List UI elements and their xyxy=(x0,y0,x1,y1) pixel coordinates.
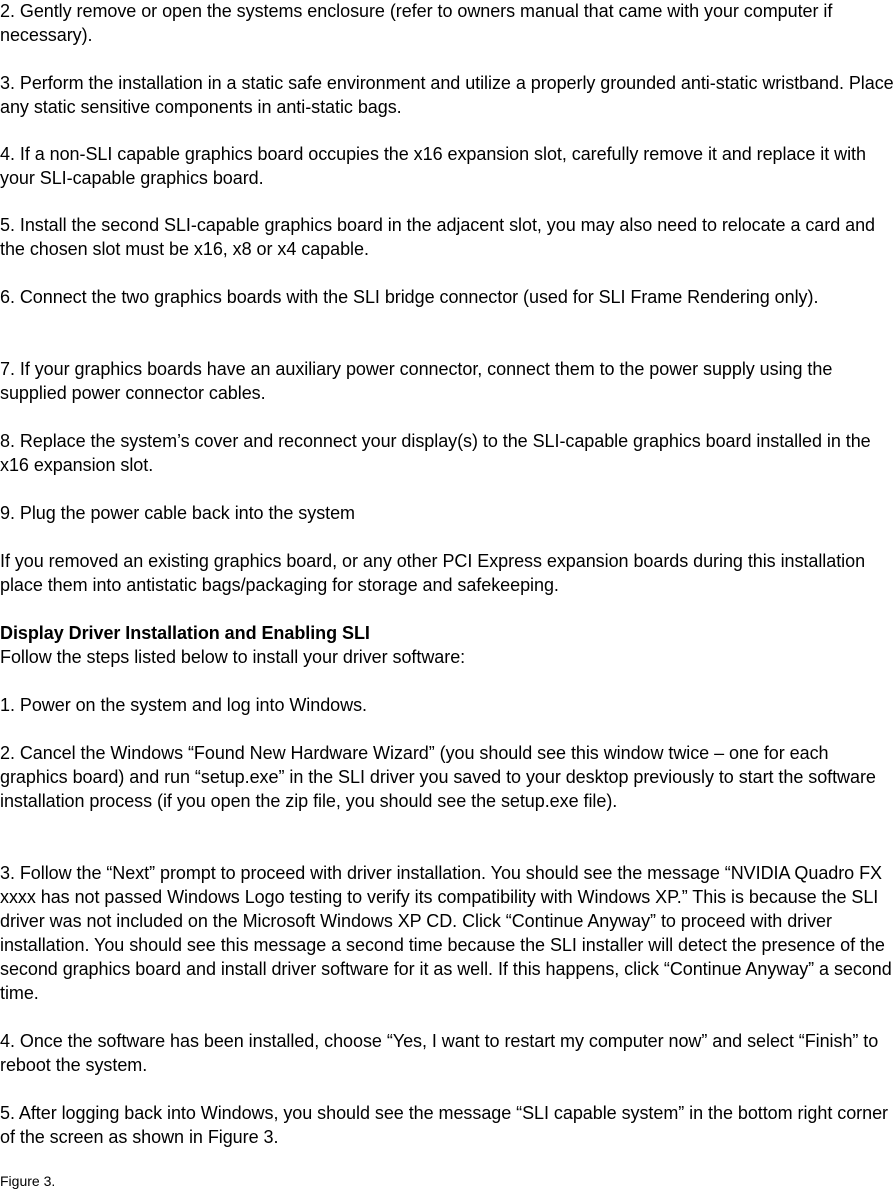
figure-caption: Figure 3. xyxy=(0,1173,56,1189)
install-step-7: 7. If your graphics boards have an auxiliary power connector, connect them to the power supply using the supplied power connector cables. xyxy=(0,359,833,403)
install-step-8: 8. Replace the system’s cover and reconnect your display(s) to the SLI-capable graphics board installed in the x16 expansion slot. xyxy=(0,431,871,475)
driver-section-heading: Display Driver Installation and Enabling SLI xyxy=(0,623,370,643)
driver-step-3: 3. Follow the “Next” prompt to proceed with driver installation. You should see the message “NVIDIA Quadro FX xxxx has not passed Windows Logo testing to verify its compatibility with Windows XP.” This is because the SLI driver was not included on the Microsoft Windows XP CD. Click “Continue Anyway” to proceed with driver installation. You should see this message a second time because the SLI installer will detect the presence of the second graphics board and install driver software for it as well. If this happens, click “Continue Anyway” a second time. xyxy=(0,863,892,1003)
install-step-5: 5. Install the second SLI-capable graphics board in the adjacent slot, you may also need to relocate a card and the chosen slot must be x16, x8 or x4 capable. xyxy=(0,215,876,259)
driver-step-1: 1. Power on the system and log into Windows. xyxy=(0,695,367,715)
driver-step-4: 4. Once the software has been installed, choose “Yes, I want to restart my computer now” and select “Finish” to reboot the system. xyxy=(0,1031,879,1075)
install-step-2: 2. Gently remove or open the systems enclosure (refer to owners manual that came with your computer if necessary). xyxy=(0,1,833,45)
install-step-9: 9. Plug the power cable back into the system xyxy=(0,503,355,523)
storage-note: If you removed an existing graphics board, or any other PCI Express expansion boards during this installation place them into antistatic bags/packaging for storage and safekeeping. xyxy=(0,551,866,595)
install-step-3: 3. Perform the installation in a static safe environment and utilize a properly grounded anti-static wristband. Place any static sensitive components in anti-static bags. xyxy=(0,73,894,117)
driver-section-intro: Follow the steps listed below to install your driver software: xyxy=(0,647,466,667)
driver-step-2: 2. Cancel the Windows “Found New Hardware Wizard” (you should see this window twice – one for each graphics board) and run “setup.exe” in the SLI driver you saved to your desktop previously to start the software installation process (if you open the zip file, you should see the setup.exe file). xyxy=(0,743,876,811)
install-step-6: 6. Connect the two graphics boards with the SLI bridge connector (used for SLI Frame Rendering only). xyxy=(0,287,819,307)
install-step-4: 4. If a non-SLI capable graphics board occupies the x16 expansion slot, carefully remove it and replace it with your SLI-capable graphics board. xyxy=(0,144,866,188)
driver-step-5: 5. After logging back into Windows, you should see the message “SLI capable system” in the bottom right corner of the screen as shown in Figure 3. xyxy=(0,1103,888,1147)
